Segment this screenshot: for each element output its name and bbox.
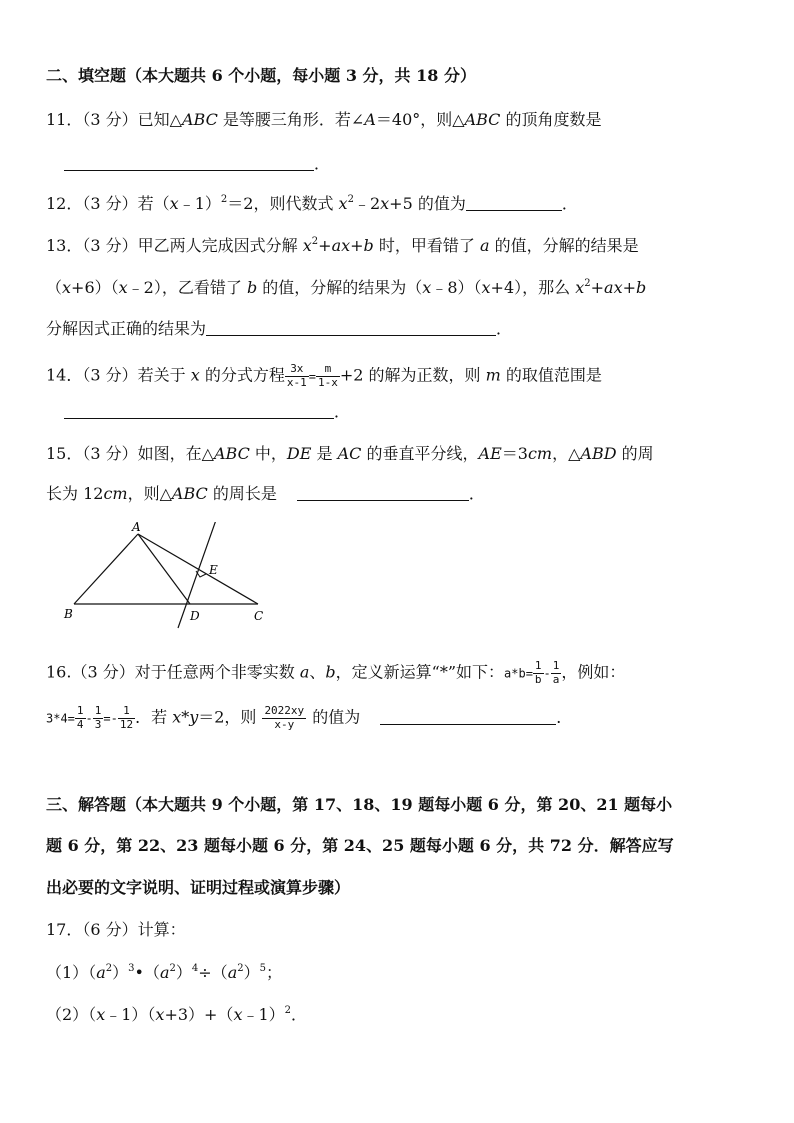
question-16: 16.（3 分）对于任意两个非零实数 a、b，定义新运算“*”如下：a*b= $\frac{1}{b}$ - $\frac{1}{a}$ ，例如： (46, 659, 626, 686)
question-number: 14． (46, 365, 83, 385)
question-number: 13． (46, 236, 83, 255)
section-3-title-line-3: 出必要的文字说明、证明过程或演算步骤） (46, 878, 351, 897)
label-a: A (132, 522, 141, 534)
triangle-figure (58, 522, 288, 632)
fraction-m-over-1-x: $\frac{m}{1-x}$ (317, 362, 338, 389)
question-17: 17．（6 分）计算： (46, 920, 186, 939)
fraction-2022xy-over-x-y: $\frac{2022xy}{x-y}$ (264, 704, 305, 731)
answer-blank[interactable] (206, 321, 496, 336)
question-17-part-1: $(1)(a^2)^3•(a^2)^4\div(a^2)^5$； (46, 963, 283, 982)
section-3-title-line-1: 三、解答题（本大题共 9 个小题，第 17、18、19 题每小题 6 分，第 20、21 题每小 (46, 795, 673, 814)
answer-blank[interactable] (64, 404, 334, 419)
question-score: （3 分） (82, 444, 138, 463)
label-c: C (254, 609, 264, 623)
fraction-3x-over-x-1: $\frac{3x}{x-1}$ (286, 362, 307, 389)
question-score: （6 分） (82, 920, 138, 939)
label-d: D (190, 609, 200, 623)
question-14-answer: ． (64, 404, 350, 420)
question-number: 11． (46, 110, 83, 129)
question-13: 13．（3 分）甲乙两人完成因式分解 $x^2+ax+b$ 时，甲看错了 a 的值，分解的结果是 (46, 236, 639, 255)
answer-blank[interactable] (297, 486, 469, 501)
section-3-title-line-2: 题 6 分，第 22、23 题每小题 6 分，第 24、25 题每小题 6 分，共 72 分．解答应写 (46, 836, 674, 855)
question-11: 11．（3 分）已知△ABC 是等腰三角形．若∠A＝40°，则△ABC 的顶角度数是 (46, 110, 602, 129)
answer-blank[interactable] (380, 710, 556, 725)
question-12: 12．（3 分）若（x﹣1）$^2$＝2，则代数式 $x^2﹣2x+5$ 的值为 ． (46, 194, 578, 213)
question-number: 15． (46, 444, 83, 463)
question-score: （3 分） (82, 365, 138, 385)
label-e: E (209, 563, 218, 577)
question-13-line-3: 分解因式正确的结果为 ． (46, 319, 513, 338)
question-15-line-2: 长为 12cm，则△ABC 的周长是 ． (46, 484, 485, 503)
question-15: 15．（3 分）如图，在△ABC 中，DE 是 AC 的垂直平分线，AE＝3cm，△ABD 的周 (46, 444, 654, 463)
question-score: （3 分） (82, 194, 138, 213)
question-score: （3 分） (82, 110, 138, 129)
question-16-line-2: 3*4= $\frac{1}{4}$ - $\frac{1}{3}$ =- $\frac{1}{12}$ ．若 x*y＝2，则 $\frac{2022xy}{x-y}$ 的值为 ． (46, 704, 573, 731)
question-number: 17． (46, 920, 83, 939)
question-score: （3 分） (82, 236, 138, 255)
label-b: B (64, 607, 73, 621)
question-number: 16. (46, 662, 72, 682)
side-ab (74, 534, 138, 604)
question-score: （3 分） (71, 662, 135, 682)
answer-blank[interactable] (64, 156, 314, 171)
answer-blank[interactable] (466, 196, 562, 211)
segment-ad (138, 534, 190, 604)
side-ac (138, 534, 258, 604)
question-11-answer: ． (64, 156, 330, 172)
question-17-part-2: （2）（x﹣1）（x+3）+（x﹣1）$^2$． (46, 1005, 308, 1024)
question-number: 12． (46, 194, 83, 213)
question-13-line-2: （x+6）（x﹣2），乙看错了 b 的值，分解的结果为（x﹣8）（x+4），那么 $x^2+ax+b$ (46, 278, 647, 297)
question-14: 14．（3 分）若关于 x 的分式方程 $\frac{3x}{x-1}$ = $\frac{m}{1-x}$ +2 的解为正数，则 m 的取值范围是 (46, 362, 602, 389)
section-2-title: 二、填空题（本大题共 6 个小题，每小题 3 分，共 18 分） (46, 66, 476, 85)
